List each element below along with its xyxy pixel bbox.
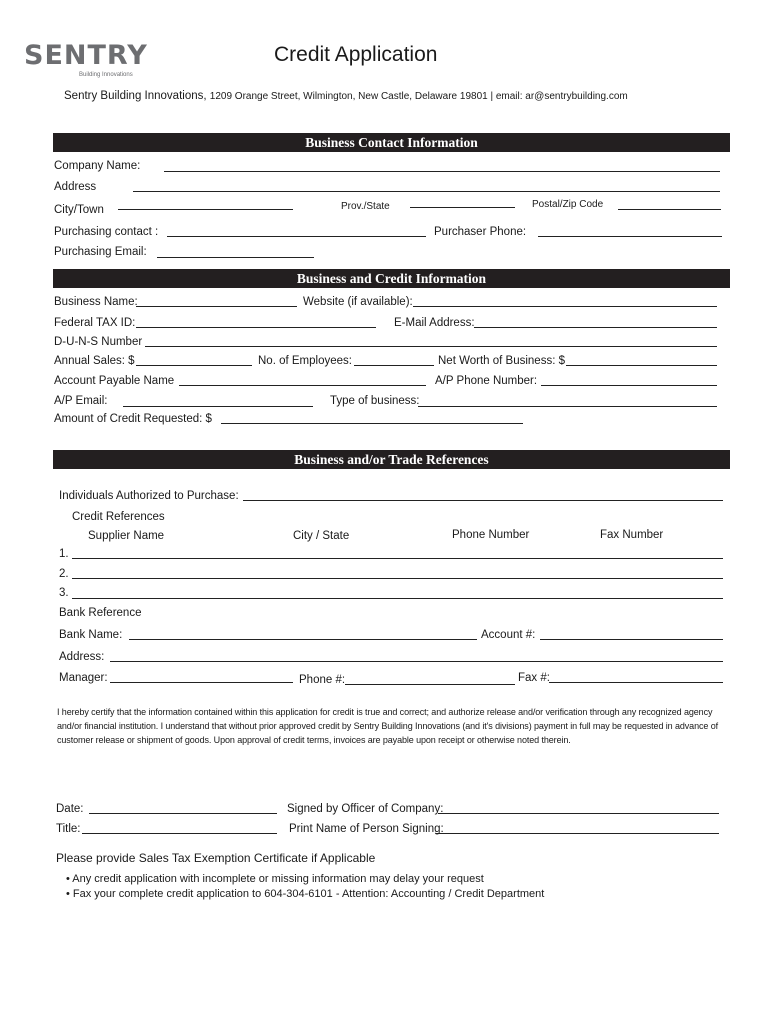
business-type-label: Type of business: <box>330 395 420 407</box>
title-label: Title: <box>56 823 81 835</box>
bullet-fax: • Fax your complete credit application to 604-304-6101 - Attention: Accounting / Credit Department <box>66 888 545 900</box>
ap-email-field[interactable] <box>123 406 313 407</box>
signature-field[interactable] <box>438 813 719 814</box>
annual-sales-label: Annual Sales: $ <box>54 355 135 367</box>
company-name-label: Company Name: <box>54 160 141 172</box>
title-field[interactable] <box>82 833 277 834</box>
ap-name-field[interactable] <box>179 385 426 386</box>
credit-requested-field[interactable] <box>221 423 523 424</box>
section-header-contact: Business Contact Information <box>53 133 730 152</box>
certification-text: I hereby certify that the information contained within this application for credit is true and correct; and authorize release and/or verification through any recognized agency and/or financial institution. I understand that without prior approved credit by Sentry Building Innovations (and it's divisions) payment in full may be requested in advance of customer release or shipment of goods. Upon approval of credit terms, invoices are payable upon receipt or otherwise noted therein. <box>57 707 719 745</box>
purchaser-phone-field[interactable] <box>538 236 722 237</box>
col-city-state: City / State <box>293 530 350 542</box>
address-field[interactable] <box>133 191 720 192</box>
duns-field[interactable] <box>145 346 717 347</box>
purchasing-contact-label: Purchasing contact : <box>54 226 159 238</box>
bank-name-field[interactable] <box>129 639 477 640</box>
date-label: Date: <box>56 803 84 815</box>
signed-by-label: Signed by Officer of Company: <box>287 803 444 815</box>
authorized-field[interactable] <box>243 500 723 501</box>
credit-requested-label: Amount of Credit Requested: $ <box>54 413 212 425</box>
business-name-label: Business Name: <box>54 296 138 308</box>
city-field[interactable] <box>118 209 293 210</box>
annual-sales-field[interactable] <box>136 365 252 366</box>
print-name-label: Print Name of Person Signing: <box>289 823 444 835</box>
website-field[interactable] <box>413 306 717 307</box>
ap-email-label: A/P Email: <box>54 395 108 407</box>
employees-label: No. of Employees: <box>258 355 352 367</box>
page-title: Credit Application <box>274 43 438 66</box>
logo: SENTRY <box>24 40 148 71</box>
bank-reference-label: Bank Reference <box>59 607 142 619</box>
credit-references-label: Credit References <box>72 511 165 523</box>
print-name-field[interactable] <box>436 833 719 834</box>
bank-fax-label: Fax #: <box>518 672 550 684</box>
account-label: Account #: <box>481 629 536 641</box>
purchasing-email-label: Purchasing Email: <box>54 246 147 258</box>
employees-field[interactable] <box>354 365 434 366</box>
ref-row-1-label: 1. <box>59 548 69 560</box>
ap-name-label: Account Payable Name <box>54 375 175 387</box>
tax-id-label: Federal TAX ID: <box>54 317 136 329</box>
purchaser-phone-label: Purchaser Phone: <box>434 226 527 238</box>
bank-fax-field[interactable] <box>549 682 723 683</box>
bank-phone-label: Phone #: <box>299 674 346 686</box>
email-label: E-Mail Address: <box>394 317 475 329</box>
postal-label: Postal/Zip Code <box>532 199 604 210</box>
website-label: Website (if available): <box>303 296 413 308</box>
ref-row-3-field[interactable] <box>72 598 723 599</box>
business-type-field[interactable] <box>418 406 717 407</box>
col-phone-number: Phone Number <box>452 529 530 541</box>
section-header-credit: Business and Credit Information <box>53 269 730 288</box>
ap-phone-field[interactable] <box>541 385 717 386</box>
net-worth-field[interactable] <box>566 365 717 366</box>
ref-row-2-field[interactable] <box>72 578 723 579</box>
company-name-field[interactable] <box>164 171 720 172</box>
date-field[interactable] <box>89 813 277 814</box>
ap-phone-label: A/P Phone Number: <box>435 375 538 387</box>
bullet-incomplete: • Any credit application with incomplete or missing information may delay your request <box>66 873 484 885</box>
authorized-label: Individuals Authorized to Purchase: <box>59 490 239 502</box>
net-worth-label: Net Worth of Business: $ <box>438 355 565 367</box>
col-supplier-name: Supplier Name <box>88 530 165 542</box>
prov-field[interactable] <box>410 207 515 208</box>
city-label: City/Town <box>54 204 104 216</box>
address-label: Address <box>54 181 97 193</box>
manager-field[interactable] <box>110 682 293 683</box>
bank-address-label: Address: <box>59 651 105 663</box>
company-name-text: Sentry Building Innovations, <box>64 90 207 102</box>
prov-label: Prov./State <box>341 201 390 212</box>
purchasing-contact-field[interactable] <box>167 236 426 237</box>
account-field[interactable] <box>540 639 723 640</box>
duns-label: D-U-N-S Number <box>54 336 143 348</box>
section-header-references: Business and/or Trade References <box>53 450 730 469</box>
company-info <box>64 90 628 102</box>
tax-id-field[interactable] <box>136 327 376 328</box>
bank-name-label: Bank Name: <box>59 629 123 641</box>
tax-exemption-note: Please provide Sales Tax Exemption Certificate if Applicable <box>56 851 376 865</box>
manager-label: Manager: <box>59 672 108 684</box>
bank-address-field[interactable] <box>110 661 723 662</box>
purchasing-email-field[interactable] <box>157 257 314 258</box>
ref-row-3-label: 3. <box>59 587 69 599</box>
col-fax-number: Fax Number <box>600 529 664 541</box>
business-name-field[interactable] <box>136 306 297 307</box>
bank-phone-field[interactable] <box>345 684 515 685</box>
ref-row-1-field[interactable] <box>72 558 723 559</box>
email-field[interactable] <box>474 327 717 328</box>
ref-row-2-label: 2. <box>59 568 69 580</box>
company-details: 1209 Orange Street, Wilmington, New Castle, Delaware 19801 | email: ar@sentrybuilding.com <box>209 91 628 102</box>
logo-subtext: Building Innovations <box>79 72 133 78</box>
postal-field[interactable] <box>618 209 721 210</box>
